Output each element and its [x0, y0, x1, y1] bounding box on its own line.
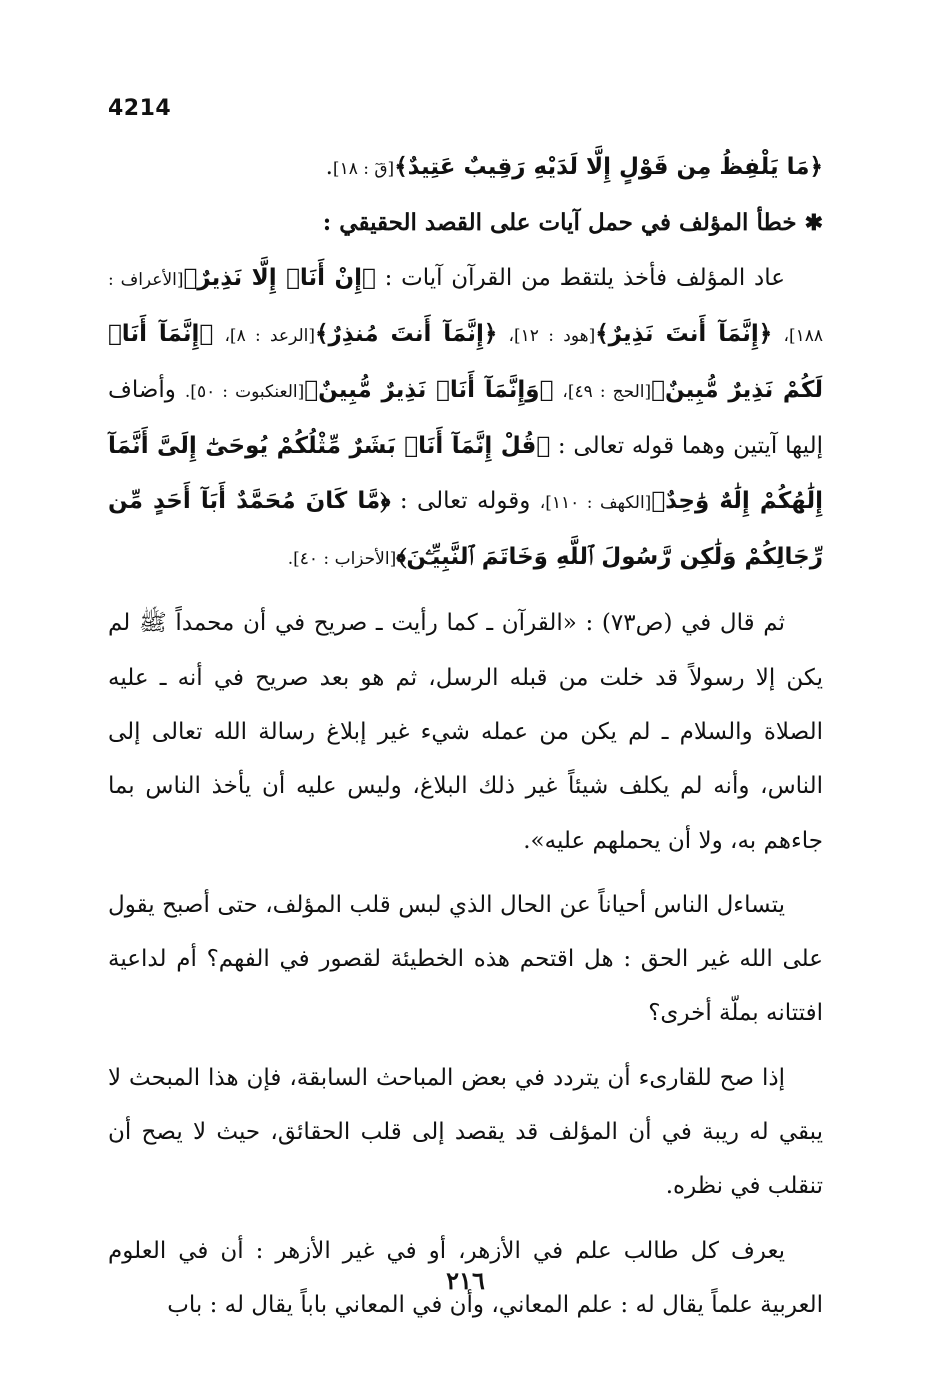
quran-bracket-open: ﴿: [809, 154, 823, 180]
quran-ref-3: [الرعد : ٨]،: [224, 325, 315, 346]
quran-ref-2: [هود : ١٢]،: [508, 325, 596, 346]
paragraph-5: يعرف كل طالب علم في الأزهر، أو في غير الأزهر : أن في العلوم العربية علماً يقال له : علم المعاني، وأن في المعاني باباً يقال له : باب: [108, 1237, 823, 1318]
verse-end: .: [325, 154, 333, 180]
verse-line: [108, 140, 823, 196]
document-page: [108, 96, 824, 1318]
section-heading: [108, 196, 823, 250]
quran-quote-3: ﴿إِنَّمَآ أَنتَ مُنذِرٌ﴾: [315, 320, 498, 347]
quran-quote-5: ﴿وَإِنَّمَآ أَنَا۠ نَذِيرٌ مُّبِينٌ﴾: [304, 377, 554, 404]
quran-quote-2: ﴿إِنَّمَآ أَنتَ نَذِيرٌ﴾: [595, 320, 773, 347]
quran-bracket-close: ﴾: [394, 154, 408, 180]
quran-ref-5: [العنكبوت : ٥٠].: [184, 382, 305, 403]
quran-quote-6: ﴿قُلْ إِنَّمَآ أَنَا۠ بَشَرٌ مِّثْلُكُمْ يُوحَىٰٓ إِلَىَّ أَنَّمَآ إِلَٰهُكُمْ إِلَٰهٌ وَٰحِدٌ﴾: [108, 433, 824, 514]
quran-ref-6: [الكهف : ١١٠]،: [539, 492, 652, 513]
quran-quote-4: ﴿إِنَّمَآ أَنَا۠ لَكُمْ نَذِيرٌ مُّبِينٌ﴾: [108, 320, 823, 404]
paragraph-3: يتساءل الناس أحياناً عن الحال الذي لبس قلب المؤلف، حتى أصبح يقول على الله غير الحق : هل اقتحم هذه الخطيئة لقصور في الفهم؟ أم لداعية افتتانه بملّة أخرى؟: [108, 891, 823, 1027]
paragraph-4: إذا صح للقارىء أن يتردد في بعض المباحث السابقة، فإن هذا المبحث لا يبقي له ريبة في أن المؤلف قد يقصد إلى قلب الحقائق، حيث لا يصح أن تنقلب في نظره.: [108, 1064, 823, 1200]
asterisk-icon: ✱: [804, 210, 823, 237]
paragraph-2: ثم قال في (ص٧٣) : «القرآن ـ كما رأيت ـ صريح في أن محمداً ﷺ لم يكن إلا رسولاً قد خلت من قبله الرسل، ثم هو بعد صريح في أنه ـ عليه الصلاة والسلام ـ لم يكن من عمله شيء غير إبلاغ رسالة الله تعالى إلى الناس، وأنه لم يكلف شيئاً غير ذلك البلاغ، وليس عليه أن يأخذ الناس بما جاءهم به، ولا أن يحملهم عليه».: [108, 610, 823, 854]
quran-quote-1: ﴿إِنْ أَنَا۠ إِلَّا نَذِيرٌ﴾: [183, 264, 376, 291]
page-id: 4214: [108, 96, 172, 121]
paragraph-1-connector: وقوله تعالى :: [399, 487, 531, 514]
page-content: [108, 140, 823, 1332]
paragraph-1: [108, 251, 823, 587]
quran-ref-4: [الحج : ٤٩]،: [562, 382, 652, 403]
quran-ref-1: [الأعراف : ١٨٨]،: [108, 269, 823, 346]
quran-ref-7: [الأحزاب : ٤٠].: [287, 549, 397, 570]
quran-verse: مَا يَلْفِظُ مِن قَوْلٍ إِلَّا لَدَيْهِ رَقِيبٌ عَتِيدٌ: [407, 154, 810, 180]
paragraph-1-middle: وأضاف إليها آيتين وهما قوله تعالى :: [108, 377, 824, 460]
section-heading-text: خطأ المؤلف في حمل آيات على القصد الحقيقي :: [322, 209, 797, 237]
paragraph-1-intro: عاد المؤلف فأخذ يلتقط من القرآن آيات :: [384, 264, 785, 291]
verse-reference: [قٓ : ١٨]: [332, 159, 395, 179]
quran-quote-7: ﴿مَّا كَانَ مُحَمَّدٌ أَبَآ أَحَدٍ مِّن رِّجَالِكُمْ وَلَٰكِن رَّسُولَ ٱللَّهِ وَخَاتَمَ ٱلنَّبِيِّـۧنَ﴾: [108, 487, 823, 571]
page-number: ٢١٦: [446, 1266, 485, 1295]
